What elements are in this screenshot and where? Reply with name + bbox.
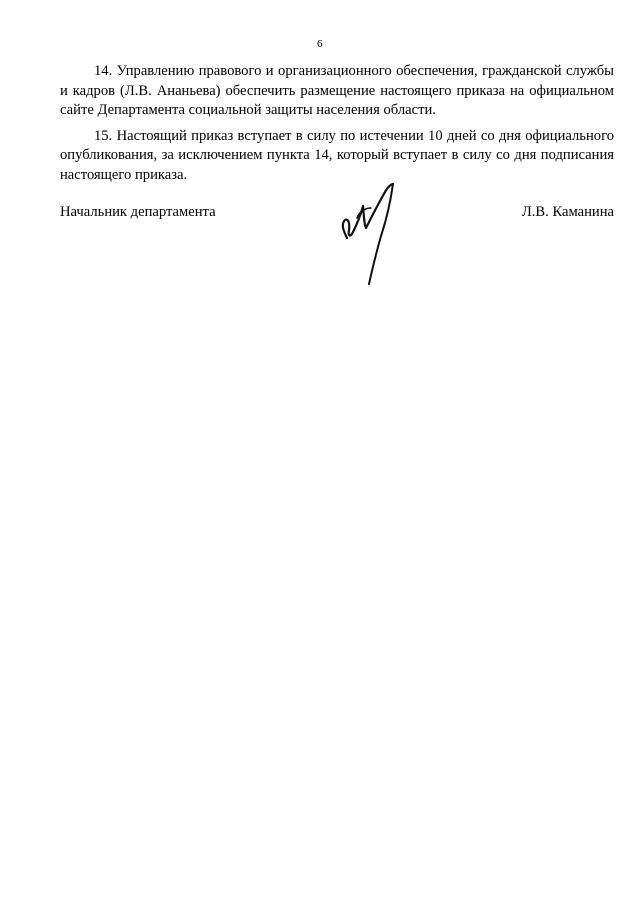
paragraph-item-15: 15. Настоящий приказ вступает в силу по истечении 10 дней со дня официального опубликования, за исключением пункта 14, который вступает в силу со дня подписания настоящего приказа. — [60, 127, 614, 183]
handwritten-signature-icon — [335, 178, 415, 288]
page-number: 6 — [317, 38, 323, 50]
paragraph-item-14: 14. Управлению правового и организационного обеспечения, гражданской службы и кадров (Л.В. Ананьева) обеспечить размещение настоящего приказа на официальном сайте Департамента социальной защиты населения области. — [60, 63, 614, 118]
document-body — [60, 62, 614, 191]
signer-title: Начальник департамента — [60, 204, 216, 220]
signer-name: Л.В. Каманина — [521, 204, 614, 220]
